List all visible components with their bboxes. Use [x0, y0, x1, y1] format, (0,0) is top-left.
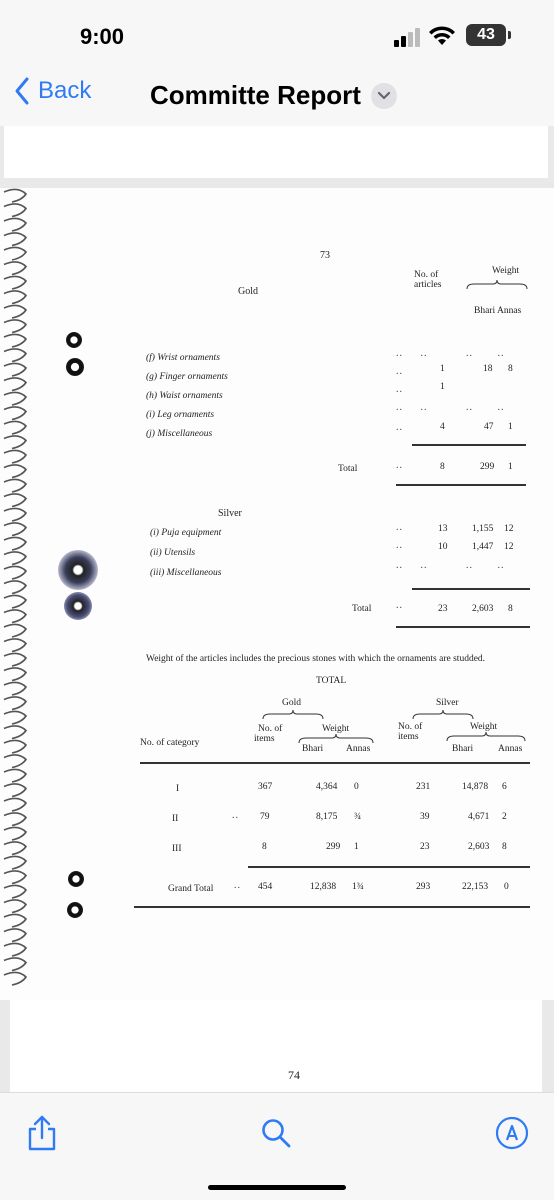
spiral-coil: [4, 711, 26, 724]
back-button[interactable]: [14, 76, 91, 106]
table-cell: 12,838: [310, 882, 337, 892]
spiral-coil: [4, 479, 26, 492]
col-weight: Weight: [492, 266, 520, 276]
table-cell: 4,364: [316, 782, 338, 792]
spiral-coil: [4, 871, 26, 884]
table-cell: 2: [502, 812, 507, 822]
table-cell: 79: [260, 812, 270, 822]
summary-gold-bhari: Bhari: [302, 744, 324, 754]
share-icon: [25, 1114, 59, 1152]
spiral-coil: [4, 204, 26, 217]
spiral-coil: [4, 813, 26, 826]
silver-annas: 12: [504, 524, 514, 534]
spiral-coil: [4, 798, 26, 811]
table-cell: 8: [502, 842, 507, 852]
punch-hole: [64, 592, 92, 620]
markup-button[interactable]: [492, 1113, 532, 1153]
status-bar: [0, 0, 554, 62]
table-cell: 299: [326, 842, 341, 852]
markup-icon: [495, 1116, 529, 1150]
status-time: 9:00: [80, 24, 125, 49]
gold-bhari: 18: [483, 364, 493, 374]
gold-annas: 1: [508, 422, 513, 432]
share-button[interactable]: [22, 1113, 62, 1153]
spiral-binding: [0, 188, 40, 1000]
silver-bhari: 1,155: [472, 524, 494, 534]
table-cell: 2,603: [468, 842, 490, 852]
spiral-coil: [4, 914, 26, 927]
table-cell: ¾: [354, 812, 362, 822]
summary-silver-no-of: No. of: [398, 722, 423, 732]
summary-gold-weight: Weight: [322, 724, 350, 734]
spiral-coil: [4, 595, 26, 608]
document-viewer[interactable]: [0, 126, 554, 1092]
spiral-coil: [4, 900, 26, 913]
page-number: 73: [320, 250, 330, 261]
spiral-coil: [4, 407, 26, 420]
table-cell: 23: [420, 842, 430, 852]
table-row-cat: I: [176, 784, 180, 794]
spiral-coil: [4, 885, 26, 898]
gold-count: 4: [440, 422, 445, 432]
table-cell: 454: [258, 882, 273, 892]
spiral-coil: [4, 363, 26, 376]
table-cell: 39: [420, 812, 430, 822]
spiral-coil: [4, 465, 26, 478]
spiral-coil: [4, 247, 26, 260]
punch-hole: [66, 358, 84, 376]
spiral-coil: [4, 421, 26, 434]
spiral-coil: [4, 378, 26, 391]
gold-row-label: (f) Wrist ornaments: [146, 353, 220, 363]
cellular-signal-icon: [394, 27, 420, 47]
spiral-coil: [4, 697, 26, 710]
spiral-coil: [4, 624, 26, 637]
silver-total-annas: 8: [508, 604, 513, 614]
spiral-coil: [4, 276, 26, 289]
table-cell: 4,671: [468, 812, 490, 822]
col-articles: articles: [414, 280, 442, 290]
silver-total-bhari: 2,603: [472, 604, 494, 614]
document-title: Committe Report: [150, 80, 361, 110]
summary-silver-weight: Weight: [470, 722, 498, 732]
bottom-toolbar: [0, 1092, 554, 1200]
spiral-coil: [4, 958, 26, 971]
table-cell: 231: [416, 782, 431, 792]
spiral-coil: [4, 392, 26, 405]
silver-row-label: (i) Puja equipment: [150, 528, 222, 538]
gold-total-bhari: 299: [480, 462, 495, 472]
search-button[interactable]: [256, 1113, 296, 1153]
chevron-left-icon: [14, 76, 30, 106]
spiral-coil: [4, 929, 26, 942]
spiral-coil: [4, 349, 26, 362]
document-page: 73 Gold No. of articles Weight Bhari Annas (f) Wrist ornaments (g) Finger ornaments (h) Waist ornaments (i) Leg ornaments (j) Miscellaneous .. .. .. .. .. .. .. .. .. .. .. 1 18 8 1 4 47 1 Total .. 8 299 1 Silver (i) Puja equipment (ii) Utensils (iii) Miscellaneous .. .. .. .. .. .. 13 1,155 12 10 1,447 12 Total .. 23 2,603 8 Weight of the articles includes the precious stones with which the ornaments are studded. TOTAL Gold Silver No. of items Weight Bhari Annas No. of items Weight Bhari Annas No. of category I 367 4,364 0 231 14,878 6 II .. 79 8,175 ¾ 39 4,671 2 III 8 299 1 23 2,603 8 Grand Total .. 454 12,838 1¾ 293 22,153 0: [0, 188, 554, 1000]
gold-total-annas: 1: [508, 462, 513, 472]
silver-count: 10: [438, 542, 448, 552]
spiral-coil: [4, 305, 26, 318]
gold-total-label: Total: [338, 464, 358, 474]
table-cell: 0: [504, 882, 509, 892]
spiral-coil: [4, 320, 26, 333]
navigation-bar: [0, 62, 554, 126]
spiral-coil: [4, 972, 26, 985]
spiral-coil: [4, 740, 26, 753]
total-heading: TOTAL: [316, 676, 347, 686]
next-page-number: 74: [288, 1068, 300, 1082]
battery-indicator: 43: [466, 24, 506, 46]
gold-count: 1: [440, 382, 445, 392]
spiral-coil: [4, 784, 26, 797]
gold-bhari: 47: [484, 422, 494, 432]
summary-category-label: No. of category: [140, 738, 200, 748]
spiral-coil: [4, 189, 26, 202]
spiral-coil: [4, 334, 26, 347]
silver-count: 13: [438, 524, 448, 534]
table-cell: 22,153: [462, 882, 489, 892]
spiral-coil: [4, 552, 26, 565]
summary-silver-items: items: [398, 732, 419, 742]
spiral-coil: [4, 755, 26, 768]
silver-heading: Silver: [218, 508, 242, 519]
table-cell: 8,175: [316, 812, 338, 822]
spiral-coil: [4, 218, 26, 231]
summary-gold-items: items: [254, 734, 275, 744]
spiral-coil: [4, 856, 26, 869]
spiral-coil: [4, 639, 26, 652]
spiral-coil: [4, 494, 26, 507]
table-cell: 8: [262, 842, 267, 852]
spiral-coil: [4, 436, 26, 449]
silver-bhari: 1,447: [472, 542, 494, 552]
spiral-coil: [4, 581, 26, 594]
table-cell: 6: [502, 782, 507, 792]
silver-annas: 12: [504, 542, 514, 552]
spiral-coil: [4, 827, 26, 840]
punch-hole: [58, 550, 98, 590]
silver-total-label: Total: [352, 604, 372, 614]
summary-gold-no-of: No. of: [258, 724, 283, 734]
spiral-coil: [4, 291, 26, 304]
col-no-of: No. of: [414, 270, 439, 280]
table-cell: 14,878: [462, 782, 489, 792]
table-cell: 1: [354, 842, 359, 852]
weight-note: Weight of the articles includes the precious stones with which the ornaments are studded.: [146, 654, 486, 664]
punch-hole: [68, 871, 84, 887]
col-bhari-annas: Bhari Annas: [474, 306, 522, 316]
summary-gold-label: Gold: [282, 698, 301, 708]
gold-total-count: 8: [440, 462, 445, 472]
summary-gold-annas: Annas: [346, 744, 371, 754]
table-row-cat: III: [172, 844, 182, 854]
table-cell: 0: [354, 782, 359, 792]
summary-silver-label: Silver: [436, 698, 459, 708]
previous-page: [4, 126, 548, 178]
table-cell: 293: [416, 882, 431, 892]
gold-count: 1: [440, 364, 445, 374]
spiral-coil: [4, 682, 26, 695]
home-indicator: [208, 1185, 346, 1190]
document-title-menu[interactable]: [150, 80, 397, 111]
spiral-coil: [4, 668, 26, 681]
table-row-cat: II: [172, 814, 179, 824]
gold-row-label: (i) Leg ornaments: [146, 410, 215, 420]
punch-hole: [66, 332, 82, 348]
weight-brace: [466, 280, 528, 290]
silver-total-count: 23: [438, 604, 448, 614]
wifi-icon: [428, 25, 456, 47]
spiral-coil: [4, 450, 26, 463]
spiral-coil: [4, 842, 26, 855]
spiral-coil: [4, 943, 26, 956]
spiral-coil: [4, 566, 26, 579]
gold-row-label: (g) Finger ornaments: [146, 372, 228, 382]
grand-total-label: Grand Total: [168, 884, 214, 894]
spiral-coil: [4, 610, 26, 623]
gold-row-label: (j) Miscellaneous: [146, 429, 213, 439]
chevron-down-icon[interactable]: [371, 83, 397, 109]
search-icon: [260, 1117, 292, 1149]
back-label: Back: [38, 77, 92, 104]
spiral-coil: [4, 769, 26, 782]
next-page: [10, 1000, 542, 1092]
spiral-coil: [4, 726, 26, 739]
punch-hole: [67, 902, 83, 918]
gold-row-label: (h) Waist ornaments: [146, 391, 223, 401]
spiral-coil: [4, 262, 26, 275]
summary-silver-bhari: Bhari: [452, 744, 474, 754]
spiral-coil: [4, 508, 26, 521]
summary-silver-annas: Annas: [498, 744, 523, 754]
table-cell: 367: [258, 782, 273, 792]
silver-row-label: (ii) Utensils: [150, 548, 196, 558]
spiral-coil: [4, 233, 26, 246]
spiral-coil: [4, 523, 26, 536]
silver-row-label: (iii) Miscellaneous: [150, 568, 222, 578]
spiral-coil: [4, 653, 26, 666]
gold-annas: 8: [508, 364, 513, 374]
spiral-coil: [4, 537, 26, 550]
table-cell: 1¾: [352, 882, 364, 892]
gold-heading: Gold: [238, 286, 258, 297]
